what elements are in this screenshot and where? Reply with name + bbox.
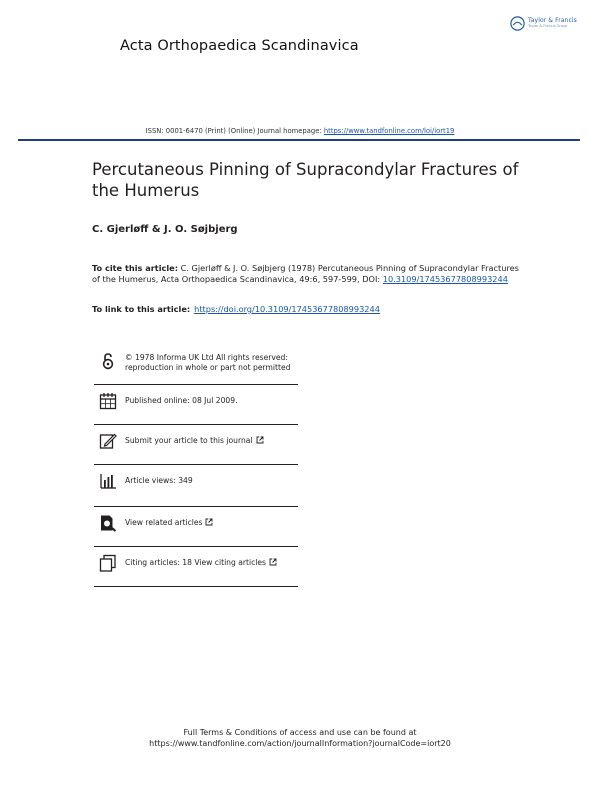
publisher-logo-name: Taylor & Francis <box>528 17 577 25</box>
external-link-icon <box>256 436 264 444</box>
related-articles-item[interactable] <box>94 514 298 532</box>
journal-homepage-link[interactable]: https://www.tandfonline.com/loi/iort19 <box>323 127 455 135</box>
external-link-icon <box>269 558 277 566</box>
footer-terms-link[interactable]: https://www.tandfonline.com/action/journalInformation?journalCode=iort20 <box>149 739 451 748</box>
citing-articles-label: Citing articles: 18 View citing articles <box>125 558 266 567</box>
journal-title: Acta Orthopaedica Scandinavica <box>120 38 359 54</box>
publisher-logo-group: Taylor & Francis Group <box>528 24 568 29</box>
issn-text: ISSN: 0001-6470 (Print) (Online) Journal homepage: <box>145 127 324 135</box>
article-views-text: Article views: 349 <box>125 476 193 485</box>
footer <box>0 727 600 749</box>
info-divider <box>94 424 298 425</box>
tf-circle-logo-icon <box>510 16 525 31</box>
citation-text: C. Gjerløff & J. O. Søjbjerg (1978) Percutaneous Pinning of Supracondylar Fractures of the Humerus, Acta Orthopaedica Scandinavica, 49:6, 597-599, DOI: <box>92 263 519 284</box>
copyright-item <box>94 352 298 373</box>
article-views-item <box>94 472 298 490</box>
open-access-lock-icon <box>99 352 117 370</box>
external-link-icon <box>205 518 213 526</box>
submit-article-item[interactable] <box>94 432 298 450</box>
bar-chart-icon <box>99 472 117 490</box>
article-link-line <box>92 304 380 314</box>
published-date-text: Published online: 08 Jul 2009. <box>125 396 238 405</box>
citation-doi-link[interactable]: 10.3109/17453677808993244 <box>382 274 508 284</box>
published-date-item <box>94 392 298 410</box>
info-divider <box>94 464 298 465</box>
citing-documents-icon <box>99 554 117 572</box>
submit-article-link[interactable] <box>125 432 264 446</box>
calendar-icon <box>99 392 117 410</box>
issn-line <box>0 127 600 135</box>
related-articles-label: View related articles <box>125 518 203 527</box>
citing-articles-item[interactable] <box>94 554 298 572</box>
info-divider <box>94 384 298 385</box>
search-document-icon <box>99 514 117 532</box>
footer-terms-text: Full Terms & Conditions of access and use can be found at <box>183 728 417 737</box>
info-divider <box>94 586 298 587</box>
article-title: Percutaneous Pinning of Supracondylar Fractures of the Humerus <box>92 160 519 200</box>
info-divider <box>94 546 298 547</box>
related-articles-link[interactable] <box>125 514 213 528</box>
submit-article-label: Submit your article to this journal <box>125 436 253 445</box>
article-link-label: To link to this article: <box>92 304 191 314</box>
publisher-logo[interactable] <box>510 16 577 31</box>
header-divider <box>18 139 580 141</box>
citation-label: To cite this article: <box>92 263 178 273</box>
citation-block <box>92 263 522 285</box>
edit-submit-icon <box>99 432 117 450</box>
copyright-text: © 1978 Informa UK Ltd All rights reserved: reproduction in whole or part not permitted <box>125 353 291 372</box>
citing-articles-link[interactable] <box>125 554 277 568</box>
article-authors: C. Gjerløff & J. O. Søjbjerg <box>92 224 238 235</box>
article-doi-link[interactable]: https://doi.org/10.3109/17453677808993244 <box>194 304 380 314</box>
info-divider <box>94 506 298 507</box>
